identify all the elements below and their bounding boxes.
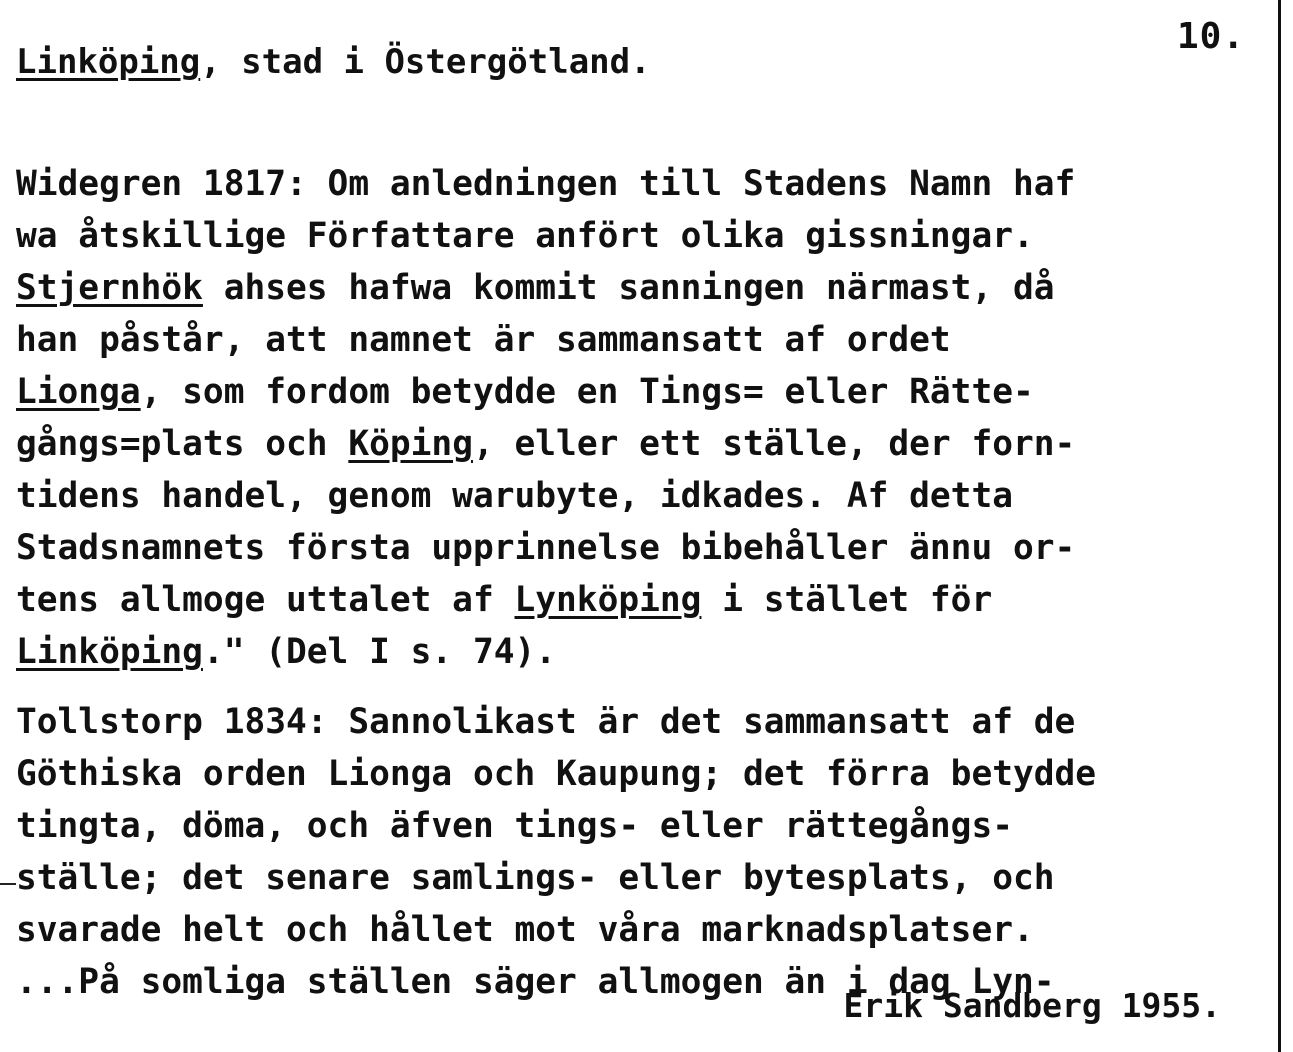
text-segment: tingta, döma, och äfven tings- eller rättegångs- [16,806,1013,846]
text-line [16,574,1278,626]
text-segment: tens allmoge uttalet af [16,580,515,620]
text-line [16,696,1278,748]
underlined-term: Linköping [16,632,203,672]
text-segment: Widegren 1817: Om anledningen till Stadens Namn haf [16,164,1076,204]
text-line [16,314,1278,366]
text-line [16,262,1278,314]
text-segment: , eller ett ställe, der forn- [472,424,1076,464]
text-line [16,626,1278,678]
underlined-term: Lionga [16,372,141,412]
text-line [16,904,1278,956]
widegren-quote [16,158,1278,678]
text-segment: Tollstorp 1834: Sannolikast är det sammansatt af de [16,702,1076,742]
text-line [16,418,1278,470]
card-heading [16,42,651,82]
text-segment: svarade helt och hållet mot våra marknadsplatser. [16,910,1034,950]
underlined-term: Köping [348,424,473,464]
text-line [16,158,1278,210]
text-line [16,366,1278,418]
text-segment: ställe; det senare samlings- eller bytesplats, och [16,858,1055,898]
tollstorp-quote [16,696,1278,1008]
text-line [16,852,1278,904]
text-line [16,470,1278,522]
text-segment: ." (Del I s. 74). [202,632,557,672]
signature: Erik Sandberg 1955. [843,986,1221,1025]
text-segment: Göthiska orden Lionga och Kaupung; det förra betydde [16,754,1097,794]
underlined-term: Lynköping [514,580,702,620]
heading-description: , stad i Östergötland. [200,42,651,82]
text-segment: Stadsnamnets första upprinnelse bibehåller ännu or- [16,528,1076,568]
text-segment: tidens handel, genom warubyte, idkades. Af detta [16,476,1013,516]
text-segment: ahses hafwa kommit sanningen närmast, då [202,268,1055,308]
text-segment: i stället för [701,580,993,620]
page-number: 10. [1176,16,1245,57]
text-line [16,748,1278,800]
card-right-edge [1278,0,1281,1052]
margin-mark [0,883,16,885]
text-line [16,800,1278,852]
text-segment: han påstår, att namnet är sammansatt af ordet [16,320,951,360]
text-line [16,522,1278,574]
text-line [16,210,1278,262]
text-segment: ...På somliga ställen säger allmogen än i dag Lyn- [16,962,1055,1002]
underlined-term: Stjernhök [16,268,203,308]
heading-place-name: Linköping [16,42,201,82]
text-segment: wa åtskillige Författare anfört olika gissningar. [16,216,1034,256]
text-segment: gångs=plats och [16,424,349,464]
text-segment: , som fordom betydde en Tings= eller Rätte- [140,372,1034,412]
